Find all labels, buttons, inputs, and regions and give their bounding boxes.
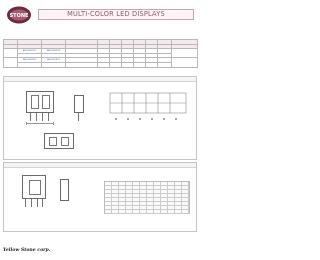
footnote-line [3, 243, 123, 246]
led-segment [42, 95, 50, 109]
spec-table [3, 39, 198, 68]
lead-pins [25, 199, 43, 207]
stone-logo [6, 5, 32, 25]
bottom-view [44, 133, 84, 155]
table-cell [98, 62, 110, 67]
led-segment [29, 180, 41, 195]
side-view-b [60, 179, 72, 209]
footnote-line [126, 239, 196, 242]
table-cell [172, 49, 198, 58]
part-number-cell: BA-5G5UD-B [42, 49, 66, 54]
company-name: Yellow Stone corp. [3, 248, 51, 253]
table-cell [122, 62, 134, 67]
dimension-drawing-a [3, 76, 197, 160]
footnotes [3, 236, 123, 246]
table-cell [146, 62, 158, 67]
drawing-b-title [4, 163, 196, 168]
table-cell [4, 58, 18, 67]
led-segment [49, 137, 57, 146]
drawing-a-title [4, 77, 196, 82]
display-body [22, 175, 46, 199]
circuit-diagram [108, 89, 188, 129]
table-cell [18, 62, 42, 67]
table-cell [66, 62, 98, 67]
dimension-drawing-b [3, 162, 197, 232]
table-cell [42, 62, 66, 67]
table-cell [134, 62, 146, 67]
led-segment [61, 137, 69, 146]
table-cell [4, 49, 18, 58]
side-view [74, 95, 88, 125]
footnotes-right [126, 236, 196, 243]
table-cell [158, 62, 172, 67]
side-leads [78, 113, 80, 121]
logo-text: STONE [9, 12, 29, 19]
dimension-line [26, 123, 54, 124]
display-body [26, 91, 54, 113]
pin-connection-table [104, 181, 190, 214]
table-cell [110, 62, 122, 67]
side-body [74, 95, 84, 113]
part-number-cell: BA-5G5UD-F [42, 58, 66, 63]
front-view [26, 91, 62, 125]
front-view-b [22, 175, 52, 211]
page-title: MULTI-COLOR LED DISPLAYS [38, 9, 194, 20]
side-body [60, 179, 69, 201]
led-segment [31, 95, 39, 109]
lead-pins [30, 113, 50, 121]
bottom-body [44, 133, 74, 149]
part-number-cell: BA-5G5UD-D [18, 49, 42, 54]
table-cell [172, 58, 198, 67]
part-number-cell: BA-5G5UD-E [18, 58, 42, 63]
table-row [4, 62, 198, 67]
